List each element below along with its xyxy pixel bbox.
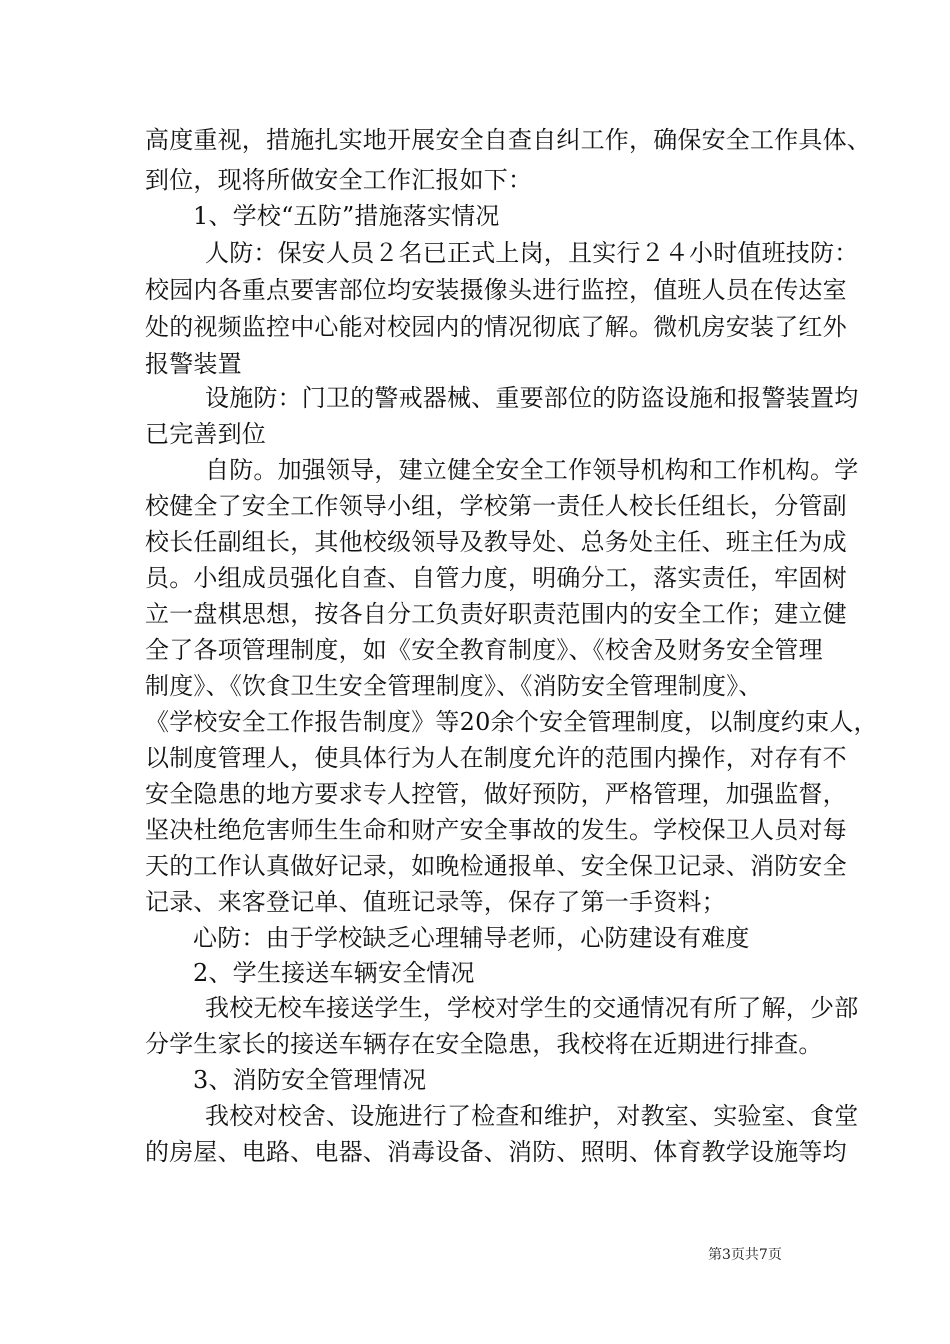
text-line: 高度重视，措施扎实地开展安全自查自纠工作，确保安全工作具体、 — [145, 126, 871, 154]
text-line: 坚决杜绝危害师生生命和财产安全事故的发生。学校保卫人员对每 — [145, 816, 847, 844]
text-line: 报警装置 — [145, 350, 242, 378]
text-line: 校长任副组长，其他校级领导及教导处、总务处主任、班主任为成 — [145, 528, 847, 556]
text-line: 已完善到位 — [145, 420, 266, 448]
text-line: 分学生家长的接送车辆存在安全隐患，我校将在近期进行排查。 — [145, 1030, 823, 1058]
text-line: 员。小组成员强化自查、自管力度，明确分工，落实责任，牢固树 — [145, 564, 847, 592]
text-line: 心防：由于学校缺乏心理辅导老师，心防建设有难度 — [193, 924, 750, 952]
text-line: 我校无校车接送学生，学校对学生的交通情况有所了解，少部 — [205, 994, 859, 1022]
text-line: 人防：保安人员２名已正式上岗，且实行２４小时值班技防： — [205, 239, 859, 267]
text-line: 天的工作认真做好记录，如晚检通报单、安全保卫记录、消防安全 — [145, 852, 847, 880]
page-number: 第3页共7页 — [708, 1247, 782, 1263]
text-line: 记录、来客登记单、值班记录等，保存了第一手资料； — [145, 888, 726, 916]
section-heading: 3、消防安全管理情况 — [193, 1066, 427, 1094]
text-line: 安全隐患的地方要求专人控管，做好预防，严格管理，加强监督， — [145, 780, 847, 808]
text-line: 校健全了安全工作领导小组，学校第一责任人校长任组长，分管副 — [145, 492, 847, 520]
section-heading: 2、学生接送车辆安全情况 — [193, 959, 475, 987]
text-line: 校园内各重点要害部位均安装摄像头进行监控，值班人员在传达室 — [145, 276, 847, 304]
text-line: 处的视频监控中心能对校园内的情况彻底了解。微机房安装了红外 — [145, 313, 847, 341]
text-line: 到位，现将所做安全工作汇报如下： — [145, 166, 533, 194]
text-line: 《学校安全工作报告制度》等20余个安全管理制度，以制度约束人， — [145, 708, 878, 736]
text-line: 以制度管理人，使具体行为人在制度允许的范围内操作，对存有不 — [145, 744, 847, 772]
text-line: 制度》、《饮食卫生安全管理制度》、《消防安全管理制度》、 — [145, 672, 763, 700]
text-line: 设施防：门卫的警戒器械、重要部位的防盗设施和报警装置均 — [205, 384, 859, 412]
text-line: 的房屋、电路、电器、消毒设备、消防、照明、体育教学设施等均 — [145, 1138, 847, 1166]
text-line: 立一盘棋思想，按各自分工负责好职责范围内的安全工作；建立健 — [145, 600, 847, 628]
text-line: 全了各项管理制度，如《安全教育制度》、《校舍及财务安全管理 — [145, 636, 823, 664]
section-heading: 1、学校“五防”措施落实情况 — [193, 202, 500, 230]
text-line: 我校对校舍、设施进行了检查和维护，对教室、实验室、食堂 — [205, 1102, 859, 1130]
text-line: 自防。加强领导，建立健全安全工作领导机构和工作机构。学 — [205, 456, 859, 484]
